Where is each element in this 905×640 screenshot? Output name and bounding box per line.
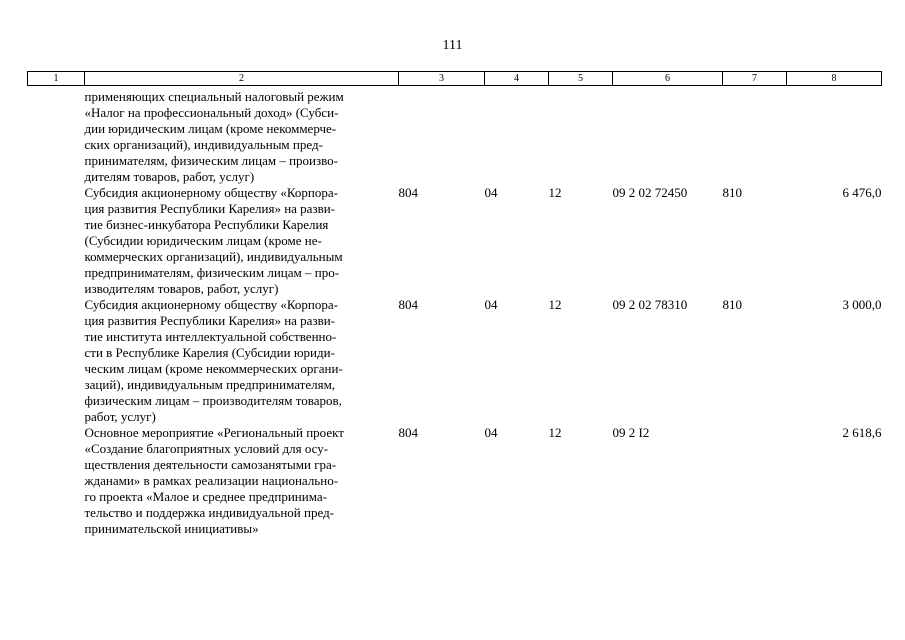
- description-line: физическим лицам – производителям товаров,: [84, 393, 342, 408]
- table-row: [28, 86, 882, 186]
- ministry-code: 804: [398, 297, 418, 312]
- table-row: [28, 297, 882, 425]
- description-line: тие института интеллектуальной собственно-: [84, 329, 337, 344]
- row-number-cell: [28, 297, 85, 425]
- description-line: сти в Республике Карелия (Субсидии юриди-: [84, 345, 335, 360]
- target-article-code: [613, 86, 723, 186]
- description-line: ция развития Республики Карелия» на разви-: [84, 313, 335, 328]
- description-line: «Налог на профессиональный доход» (Субси-: [84, 105, 339, 120]
- description-line: тие бизнес-инкубатора Республики Карелия: [84, 217, 329, 232]
- target-article-code: 09 2 I2: [612, 425, 650, 440]
- row-description: [85, 86, 399, 186]
- section-code: [485, 86, 549, 186]
- column-header-4: 4: [485, 72, 549, 86]
- column-header-7: 7: [723, 72, 787, 86]
- expense-type-code: [723, 86, 787, 186]
- description-line: Основное мероприятие «Региональный проект: [84, 425, 344, 440]
- column-header-2: 2: [85, 72, 399, 86]
- description-line: принимателям, физическим лицам – произво-: [84, 153, 338, 168]
- description-line: ских организаций), индивидуальным пред-: [84, 137, 323, 152]
- description-line: предпринимателям, физическим лицам – про-: [84, 265, 340, 280]
- column-header-1: 1: [28, 72, 85, 86]
- description-line: дителям товаров, работ, услуг): [84, 169, 255, 184]
- description-line: заций), индивидуальным предпринимателям,: [84, 377, 336, 392]
- row-description: [85, 297, 399, 425]
- subsection-code: 12: [548, 297, 562, 312]
- row-description: [85, 425, 399, 537]
- column-header-3: 3: [399, 72, 485, 86]
- section-code: 04: [484, 425, 498, 440]
- section-code: 04: [484, 185, 498, 200]
- column-number-header: [28, 72, 882, 86]
- amount-value: 3 000,0: [842, 297, 882, 312]
- target-article-code: 09 2 02 72450: [612, 185, 688, 200]
- page-number: 111: [442, 38, 463, 53]
- description-line: дии юридическим лицам (кроме некоммерче-: [84, 121, 337, 136]
- description-line: Субсидия акционерному обществу «Корпора-: [84, 185, 338, 200]
- row-description: [85, 185, 399, 297]
- target-article-code: 09 2 02 78310: [612, 297, 688, 312]
- description-line: «Создание благоприятных условий для осу-: [84, 441, 329, 456]
- description-line: жданами» в рамках реализации национально-: [84, 473, 339, 488]
- subsection-code: 12: [548, 425, 562, 440]
- amount-value: [787, 86, 882, 186]
- ministry-code: 804: [398, 185, 418, 200]
- column-header-6: 6: [613, 72, 723, 86]
- description-line: работ, услуг): [84, 409, 156, 424]
- description-line: ществления деятельности самозанятыми гра-: [84, 457, 337, 472]
- expense-type-code: [723, 425, 787, 537]
- description-line: го проекта «Малое и среднее предпринима-: [84, 489, 327, 504]
- subsection-code: [549, 86, 613, 186]
- expense-type-code: 810: [722, 297, 742, 312]
- column-header-8: 8: [787, 72, 882, 86]
- column-header-5: 5: [549, 72, 613, 86]
- table-row: [28, 425, 882, 537]
- subsection-code: 12: [548, 185, 562, 200]
- description-line: изводителям товаров, работ, услуг): [84, 281, 279, 296]
- ministry-code: [399, 86, 485, 186]
- description-line: ческим лицам (кроме некоммерческих органи-: [84, 361, 343, 376]
- description-line: применяющих специальный налоговый режим: [84, 89, 344, 104]
- amount-value: 6 476,0: [842, 185, 882, 200]
- description-line: коммерческих организаций), индивидуальным: [84, 249, 343, 264]
- description-line: принимательской инициативы»: [84, 521, 259, 536]
- amount-value: 2 618,6: [842, 425, 882, 440]
- description-line: ция развития Республики Карелия» на разви-: [84, 201, 335, 216]
- ministry-code: 804: [398, 425, 418, 440]
- row-number-cell: [28, 86, 85, 186]
- row-number-cell: [28, 425, 85, 537]
- expense-type-code: 810: [722, 185, 742, 200]
- description-line: Субсидия акционерному обществу «Корпора-: [84, 297, 338, 312]
- description-line: (Субсидии юридическим лицам (кроме не-: [84, 233, 322, 248]
- description-line: тельство и поддержка индивидуальной пред-: [84, 505, 335, 520]
- section-code: 04: [484, 297, 498, 312]
- table-row: [28, 185, 882, 297]
- row-number-cell: [28, 185, 85, 297]
- budget-table: [27, 71, 882, 537]
